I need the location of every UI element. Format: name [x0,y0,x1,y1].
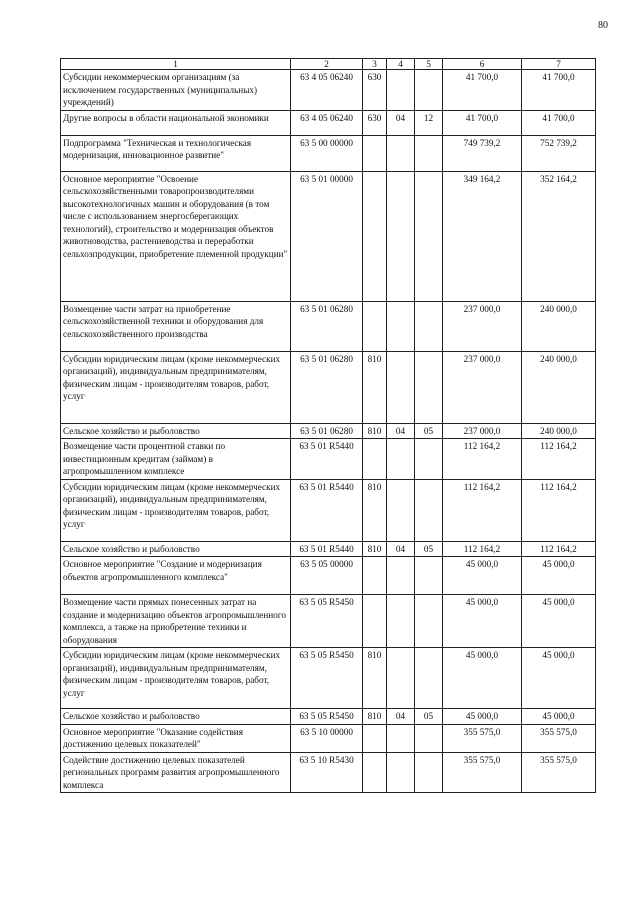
cell-vr: 810 [363,541,387,557]
header-col-7: 7 [522,59,596,70]
cell-code: 63 5 05 00000 [291,557,363,595]
table-row [61,301,596,351]
cell-value-1: 237 000,0 [443,351,522,423]
cell-rz [387,70,415,111]
cell-value-1: 45 000,0 [443,648,522,709]
cell-pr [415,70,443,111]
cell-value-1: 112 164,2 [443,439,522,480]
cell-value-2: 45 000,0 [522,648,596,709]
cell-value-2: 112 164,2 [522,439,596,480]
cell-vr: 810 [363,479,387,541]
budget-table [60,58,596,793]
cell-code: 63 5 05 R5450 [291,648,363,709]
cell-rz [387,479,415,541]
cell-name: Субсидии юридическим лицам (кроме некоммерческих организаций), индивидуальным предпринимателям, физическим лицам - производителям товаров, работ, услуг [61,648,291,709]
cell-vr: 810 [363,648,387,709]
cell-pr [415,351,443,423]
cell-value-1: 355 575,0 [443,724,522,752]
cell-value-1: 355 575,0 [443,752,522,793]
cell-pr: 05 [415,423,443,439]
cell-code: 63 5 10 00000 [291,724,363,752]
cell-value-1: 349 164,2 [443,171,522,301]
cell-rz [387,135,415,171]
header-col-4: 4 [387,59,415,70]
cell-value-2: 45 000,0 [522,557,596,595]
cell-rz [387,595,415,648]
cell-code: 63 5 01 R5440 [291,541,363,557]
cell-pr [415,648,443,709]
table-row [61,479,596,541]
cell-pr [415,135,443,171]
cell-vr [363,752,387,793]
header-col-2: 2 [291,59,363,70]
cell-pr: 05 [415,541,443,557]
cell-code: 63 5 01 R5440 [291,479,363,541]
cell-value-2: 355 575,0 [522,724,596,752]
cell-name: Субсидии юридическим лицам (кроме некоммерческих организаций), индивидуальным предпринимателям, физическим лицам - производителям товаров, работ, услуг [61,351,291,423]
cell-value-1: 112 164,2 [443,479,522,541]
cell-rz [387,648,415,709]
header-col-1: 1 [61,59,291,70]
cell-value-2: 45 000,0 [522,595,596,648]
cell-name: Сельское хозяйство и рыболовство [61,423,291,439]
cell-code: 63 5 05 R5450 [291,709,363,725]
table-row [61,110,596,135]
table-row [61,351,596,423]
cell-pr [415,439,443,480]
cell-name: Основное мероприятие "Оказание содействия достижению целевых показателей" [61,724,291,752]
table-row [61,135,596,171]
cell-value-2: 752 739,2 [522,135,596,171]
cell-vr: 810 [363,709,387,725]
cell-code: 63 4 05 06240 [291,70,363,111]
cell-value-1: 41 700,0 [443,110,522,135]
cell-vr: 810 [363,423,387,439]
cell-vr [363,595,387,648]
cell-name: Субсидии юридическим лицам (кроме некоммерческих организаций), индивидуальным предпринимателям, физическим лицам - производителям товаров, работ, услуг [61,479,291,541]
cell-pr: 05 [415,709,443,725]
cell-rz [387,351,415,423]
cell-rz [387,301,415,351]
cell-vr [363,171,387,301]
cell-pr [415,171,443,301]
cell-value-1: 237 000,0 [443,423,522,439]
table-row [61,541,596,557]
cell-value-1: 112 164,2 [443,541,522,557]
cell-code: 63 4 05 06240 [291,110,363,135]
cell-vr: 810 [363,351,387,423]
cell-value-2: 240 000,0 [522,351,596,423]
table-row [61,724,596,752]
table-row [61,752,596,793]
cell-value-1: 41 700,0 [443,70,522,111]
cell-rz [387,557,415,595]
header-col-6: 6 [443,59,522,70]
header-col-3: 3 [363,59,387,70]
table-row [61,439,596,480]
cell-name: Сельское хозяйство и рыболовство [61,709,291,725]
cell-name: Подпрограмма "Техническая и технологическая модернизация, инновационное развитие" [61,135,291,171]
cell-value-1: 45 000,0 [443,557,522,595]
cell-value-2: 355 575,0 [522,752,596,793]
cell-code: 63 5 01 00000 [291,171,363,301]
table-row [61,171,596,301]
cell-vr: 630 [363,110,387,135]
cell-code: 63 5 05 R5450 [291,595,363,648]
cell-pr [415,479,443,541]
table-row [61,70,596,111]
cell-value-1: 749 739,2 [443,135,522,171]
cell-vr: 630 [363,70,387,111]
cell-rz [387,724,415,752]
cell-value-2: 112 164,2 [522,479,596,541]
cell-code: 63 5 01 06280 [291,423,363,439]
cell-pr [415,752,443,793]
cell-code: 63 5 10 R5430 [291,752,363,793]
table-row [61,648,596,709]
cell-rz: 04 [387,423,415,439]
cell-value-1: 237 000,0 [443,301,522,351]
cell-name: Возмещение части процентной ставки по инвестиционным кредитам (займам) в агропромышленном комплексе [61,439,291,480]
cell-rz [387,171,415,301]
cell-value-2: 240 000,0 [522,423,596,439]
cell-code: 63 5 00 00000 [291,135,363,171]
cell-code: 63 5 01 06280 [291,301,363,351]
cell-vr [363,135,387,171]
cell-pr [415,557,443,595]
cell-name: Основное мероприятие "Создание и модернизация объектов агропромышленного комплекса" [61,557,291,595]
cell-value-2: 352 164,2 [522,171,596,301]
cell-code: 63 5 01 R5440 [291,439,363,480]
cell-code: 63 5 01 06280 [291,351,363,423]
cell-name: Основное мероприятие "Освоение сельскохозяйственными товаропроизводителями высокотехнологичных машин и оборудования (в том числе с использованием энергосберегающих технологий), строительство и модернизация объектов животноводства, растениеводства и переработки сельхозпродукции, приобретение племенной продукции" [61,171,291,301]
cell-rz: 04 [387,709,415,725]
cell-rz [387,439,415,480]
cell-value-2: 45 000,0 [522,709,596,725]
cell-vr [363,724,387,752]
cell-name: Другие вопросы в области национальной экономики [61,110,291,135]
table-row [61,423,596,439]
cell-pr [415,301,443,351]
cell-vr [363,557,387,595]
header-col-5: 5 [415,59,443,70]
cell-rz: 04 [387,541,415,557]
cell-name: Сельское хозяйство и рыболовство [61,541,291,557]
header-row [61,59,596,70]
cell-rz [387,752,415,793]
cell-pr [415,724,443,752]
cell-vr [363,439,387,480]
cell-name: Возмещение части прямых понесенных затрат на создание и модернизацию объектов агропромышленного комплекса, а также на приобретение техники и оборудования [61,595,291,648]
cell-value-1: 45 000,0 [443,709,522,725]
cell-value-2: 41 700,0 [522,70,596,111]
cell-name: Субсидии некоммерческим организациям (за исключением государственных (муниципальных) учреждений) [61,70,291,111]
cell-value-1: 45 000,0 [443,595,522,648]
cell-name: Возмещение части затрат на приобретение сельскохозяйственной техники и оборудования для сельскохозяйственного производства [61,301,291,351]
cell-pr: 12 [415,110,443,135]
cell-name: Содействие достижению целевых показателей региональных программ развития агропромышленного комплекса [61,752,291,793]
table-row [61,709,596,725]
cell-pr [415,595,443,648]
page-number: 80 [598,20,608,31]
table-row [61,557,596,595]
table-row [61,595,596,648]
cell-value-2: 41 700,0 [522,110,596,135]
cell-rz: 04 [387,110,415,135]
cell-vr [363,301,387,351]
cell-value-2: 240 000,0 [522,301,596,351]
cell-value-2: 112 164,2 [522,541,596,557]
